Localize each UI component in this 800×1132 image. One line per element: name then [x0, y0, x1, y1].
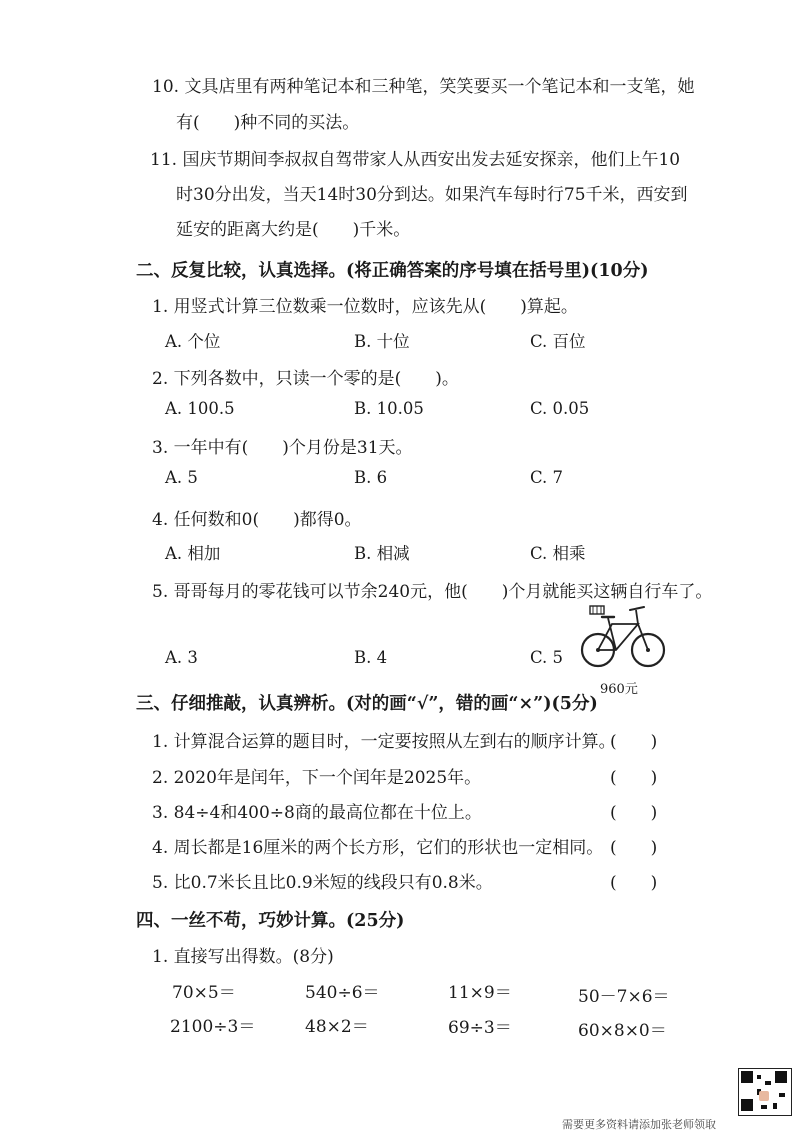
section-3-heading: 三、仔细推敲，认真辨析。(对的画“√”，错的画“×”)(5分) — [136, 694, 598, 714]
s3-item-4-answer-blank[interactable]: ( ) — [610, 838, 658, 858]
s3-item-4: 4. 周长都是16厘米的两个长方形，它们的形状也一定相同。 — [152, 838, 604, 858]
footer-note: 需要更多资料请添加张老师领取 — [562, 1118, 716, 1131]
s2-question-3: 3. 一年中有( )个月份是31天。 — [152, 438, 413, 458]
s2-q1-option-b: B. 十位 — [354, 332, 410, 351]
bicycle-icon — [578, 598, 670, 674]
question-11-line1: 11. 国庆节期间李叔叔自驾带家人从西安出发去延安探亲，他们上午10 — [150, 150, 681, 170]
s3-item-5-answer-blank[interactable]: ( ) — [610, 873, 658, 893]
calc-r2-c1: 2100÷3＝ — [170, 1017, 256, 1037]
s3-item-1-answer-blank[interactable]: ( ) — [610, 732, 658, 752]
question-11-line3: 延安的距离大约是( )千米。 — [176, 220, 411, 240]
s2-q2-option-a: A. 100.5 — [165, 399, 235, 418]
s3-item-3: 3. 84÷4和400÷8商的最高位都在十位上。 — [152, 803, 482, 823]
s3-item-1: 1. 计算混合运算的题目时，一定要按照从左到右的顺序计算。 — [152, 732, 616, 752]
calc-r2-c4: 60×8×0＝ — [578, 1021, 667, 1041]
question-10-line2: 有( )种不同的买法。 — [176, 113, 360, 133]
s2-question-2: 2. 下列各数中，只读一个零的是( )。 — [152, 369, 459, 389]
qr-code-icon — [738, 1068, 792, 1116]
s2-q2-option-b: B. 10.05 — [354, 399, 424, 418]
s4-sub-1: 1. 直接写出得数。(8分) — [152, 947, 334, 967]
s3-item-2-answer-blank[interactable]: ( ) — [610, 768, 658, 788]
section-2-heading: 二、反复比较，认真选择。(将正确答案的序号填在括号里)(10分) — [136, 261, 649, 281]
s3-item-3-answer-blank[interactable]: ( ) — [610, 803, 658, 823]
s3-item-2: 2. 2020年是闰年，下一个闰年是2025年。 — [152, 768, 482, 788]
s2-question-4: 4. 任何数和0( )都得0。 — [152, 510, 362, 530]
s2-question-5: 5. 哥哥每月的零花钱可以节余240元，他( )个月就能买这辆自行车了。 — [152, 582, 713, 602]
s3-item-5: 5. 比0.7米长且比0.9米短的线段只有0.8米。 — [152, 873, 493, 893]
question-10-line1: 10. 文具店里有两种笔记本和三种笔，笑笑要买一个笔记本和一支笔，她 — [152, 77, 695, 97]
s2-q5-option-a: A. 3 — [165, 648, 198, 667]
calc-r1-c3: 11×9＝ — [448, 983, 512, 1003]
s2-q1-option-a: A. 个位 — [165, 332, 221, 351]
s2-q3-option-c: C. 7 — [530, 468, 564, 487]
s2-q4-option-a: A. 相加 — [165, 544, 221, 563]
calc-r1-c2: 540÷6＝ — [305, 983, 380, 1003]
s2-q3-option-b: B. 6 — [354, 468, 388, 487]
s2-q1-option-c: C. 百位 — [530, 332, 586, 351]
bicycle-price: 960元 — [600, 682, 638, 697]
s2-q2-option-c: C. 0.05 — [530, 399, 590, 418]
calc-r1-c1: 70×5＝ — [172, 983, 236, 1003]
s2-q4-option-b: B. 相减 — [354, 544, 410, 563]
question-11-line2: 时30分出发，当天14时30分到达。如果汽车每时行75千米，西安到 — [176, 185, 688, 205]
s2-q5-option-c: C. 5 — [530, 648, 564, 667]
s2-q5-option-b: B. 4 — [354, 648, 388, 667]
calc-r2-c2: 48×2＝ — [305, 1017, 369, 1037]
section-4-heading: 四、一丝不苟，巧妙计算。(25分) — [136, 911, 405, 931]
s2-question-1: 1. 用竖式计算三位数乘一位数时，应该先从( )算起。 — [152, 297, 578, 317]
avatar — [759, 1091, 769, 1101]
s2-q4-option-c: C. 相乘 — [530, 544, 586, 563]
s2-q3-option-a: A. 5 — [165, 468, 198, 487]
calc-r2-c3: 69÷3＝ — [448, 1018, 512, 1038]
calc-r1-c4: 50－7×6＝ — [578, 987, 670, 1007]
